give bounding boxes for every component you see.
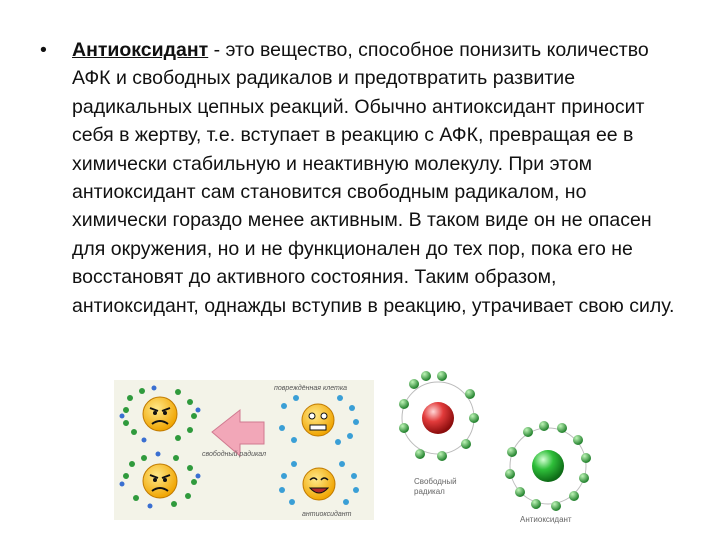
definition-text: - это вещество, способное понизить количество АФК и свободных радикалов и предотвратить развитие радикальных цепных реакций. Обычно антиоксидант приносит себя в жертву, т.е. вступает в реакцию с АФК, превращая ее в химически стабильную и неактивную молекулу. При этом антиоксидант сам становится свободным радикалом, но химически гораздо менее активным. В таком виде он не опасен для окружения, но и не функционален до тех пор, пока его не восстановят до активного состояния. Таким образом, антиоксидант, однажды вступив в реакцию, утрачивает свою силу.: [72, 39, 675, 317]
term-antioxidant: Антиоксидант: [72, 39, 209, 61]
label-free-radical-line1: Свободный: [414, 477, 457, 486]
label-antioxidant-left: антиоксидант: [302, 511, 352, 518]
slide-text: [40, 36, 680, 320]
label-antioxidant-right: Антиоксидант: [520, 515, 572, 524]
label-free-radical: свободный радикал: [202, 451, 267, 458]
label-damaged-cell: повреждённая клетка: [274, 385, 348, 392]
definition-paragraph: [72, 36, 680, 320]
label-free-radical-line2: радикал: [414, 487, 445, 496]
bullet-marker: •: [40, 39, 47, 61]
emoji-illustration: [114, 380, 374, 520]
radical-antioxidant-diagram: [392, 366, 692, 536]
